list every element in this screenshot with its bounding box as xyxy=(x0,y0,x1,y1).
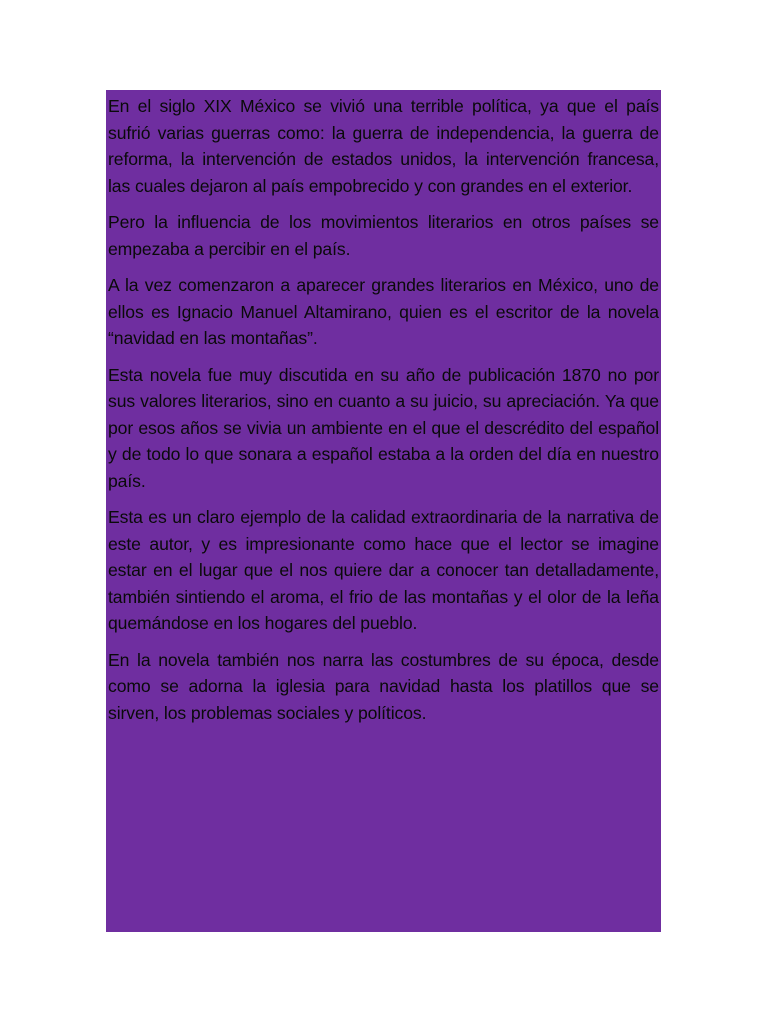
paragraph-3: A la vez comenzaron a aparecer grandes literarios en México, uno de ellos es Ignacio Manuel Altamirano, quien es el escritor de la novela “navidad en las montañas”. xyxy=(108,275,659,348)
paragraph-5: Esta es un claro ejemplo de la calidad extraordinaria de la narrativa de este autor, y es impresionante como hace que el lector se imagine estar en el lugar que el nos quiere dar a conocer tan detalladamente, también sintiendo el aroma, el frio de las montañas y el olor de la leña quemándose en los hogares del pueblo. xyxy=(108,507,659,633)
paragraph-6: En la novela también nos narra las costumbres de su época, desde como se adorna la iglesia para navidad hasta los platillos que se sirven, los problemas sociales y políticos. xyxy=(108,649,659,723)
paragraph-4: Esta novela fue muy discutida en su año de publicación 1870 no por sus valores literarios, sino en cuanto a su juicio, su apreciación. Ya que por esos años se vivia un ambiente en el que el descrédito del español y de todo lo que sonara a español estaba a la orden del día en nuestro país. xyxy=(108,364,659,491)
document-panel xyxy=(106,90,661,932)
paragraph-2: Pero la influencia de los movimientos literarios en otros países se empezaba a percibir en el país. xyxy=(108,212,659,259)
paragraph-1: En el siglo XIX México se vivió una terrible política, ya que el país sufrió varias guerras como: la guerra de independencia, la guerra de reforma, la intervención de estados unidos, la intervención francesa, las cuales dejaron al país empobrecido y con grandes en el exterior. xyxy=(108,96,659,196)
